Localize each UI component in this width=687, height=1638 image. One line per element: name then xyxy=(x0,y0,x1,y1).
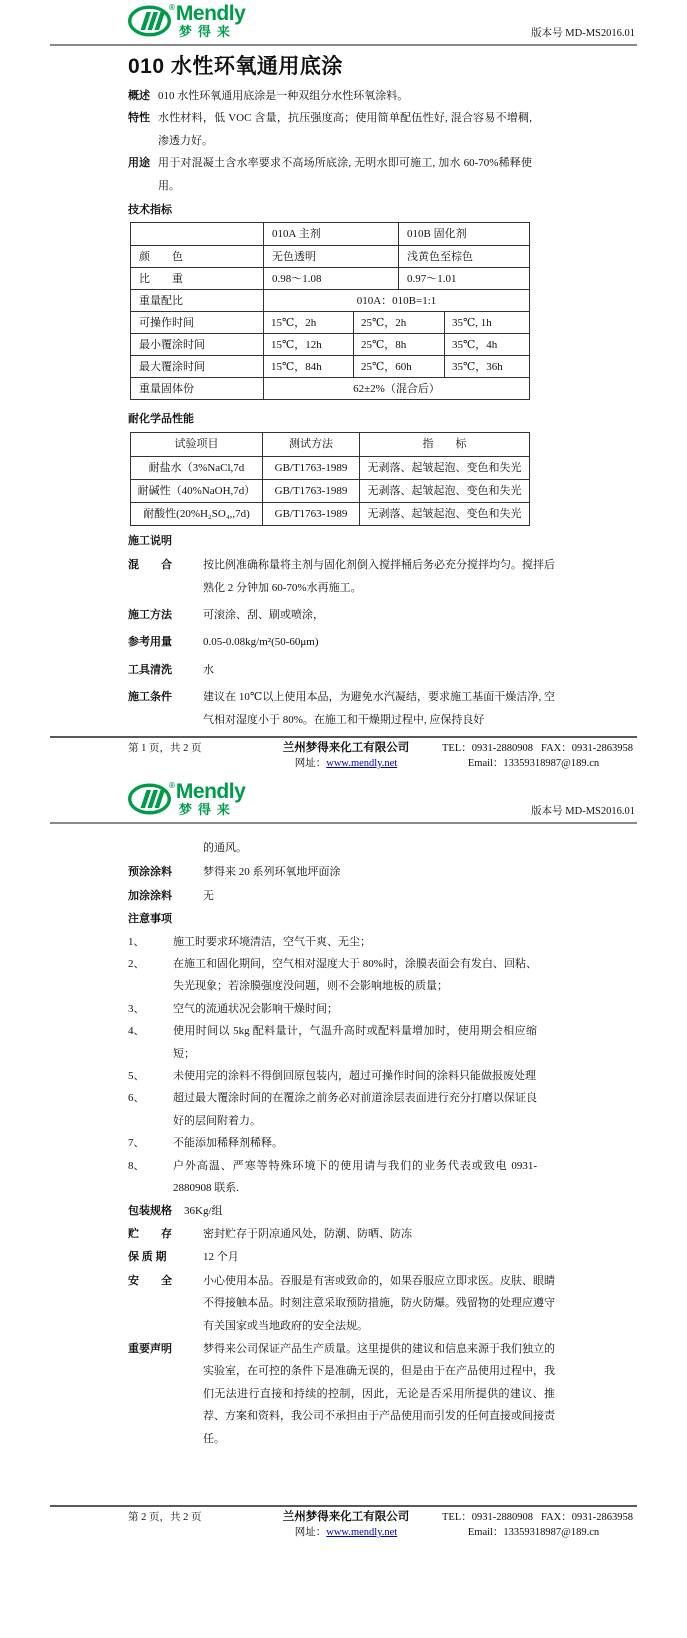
item-text: 梦得来公司保证产品生产质量。这里提供的建议和信息来源于我们独立的实验室，在可控的条件下是准确无误的，但是由于在产品使用过程中，我们无法进行直接和持续的控制，因此，无论是否采用所提供的建议、推荐、方案和资料，我公司不承担由于产品使用而引发的任何直接或间接责任。 xyxy=(203,1342,555,1445)
item-label: 参考用量 xyxy=(128,636,172,649)
note-text: 未使用完的涂料不得倒回原包装内，超过可操作时间的涂料只能做报废处理 xyxy=(173,1070,536,1083)
item-text: 无 xyxy=(203,889,214,902)
brand-name-en: Mendly xyxy=(175,780,246,803)
statement-row xyxy=(128,1338,555,1450)
table-cell: 35℃，36h xyxy=(444,356,529,377)
note-item xyxy=(128,1155,537,1200)
item-text: 36Kg/组 xyxy=(184,1204,223,1217)
table-row xyxy=(131,311,529,333)
note-item xyxy=(128,1065,537,1087)
table-cell: GB/T1763-1989 xyxy=(262,457,359,479)
item-label: 预涂涂料 xyxy=(128,866,172,879)
website-label: 网址： xyxy=(294,758,327,769)
version-label: 版本号 MD-MS2016.01 xyxy=(531,806,635,817)
tel-fax-line xyxy=(430,741,637,756)
table-cell: 0.97～1.01 xyxy=(398,268,529,289)
table-cell: 无色透明 xyxy=(263,246,398,267)
brand-text xyxy=(176,782,245,817)
table-cell: 指 标 xyxy=(359,433,529,456)
item-label: 施工方法 xyxy=(128,609,172,622)
note-text: 使用时间以 5kg 配料量计，气温升高时或配料量增加时，使用期会相应缩短； xyxy=(173,1025,537,1060)
table-cell: 010B 固化剂 xyxy=(398,223,529,245)
precoat-row xyxy=(128,861,555,883)
table-row xyxy=(131,289,529,311)
table-cell: 重量配比 xyxy=(139,294,183,307)
mendly-logo-icon xyxy=(128,3,173,39)
table-cell: 25℃，2h xyxy=(353,312,444,333)
footer-company-block xyxy=(262,741,430,771)
mendly-logo xyxy=(128,3,245,39)
continuation-text: 的通风。 xyxy=(203,842,247,854)
item-text: 按比例准确称量将主剂与固化剂倒入搅拌桶后务必充分搅拌均匀。搅拌后熟化 2 分钟加 60-70%水再施工。 xyxy=(203,559,555,594)
chem-resistance-heading: 耐化学品性能 xyxy=(128,413,194,426)
table-row xyxy=(131,456,529,479)
item-label: 工具清洗 xyxy=(128,663,172,676)
table-cell xyxy=(131,223,263,245)
brand-text xyxy=(176,4,245,39)
note-number: 8、 xyxy=(128,1159,145,1172)
mendly-logo xyxy=(128,781,245,817)
item-text: 0.05-0.08kg/m²(50-60μm) xyxy=(203,636,319,649)
table-cell: 耐碱性（40%NaOH,7d） xyxy=(137,484,256,497)
brand-name-en: Mendly xyxy=(175,2,246,25)
note-text: 空气的流通状况会影响干燥时间； xyxy=(173,1002,338,1015)
item-label: 保 质 期 xyxy=(128,1251,167,1264)
item-text: 密封贮存于阴凉通风处，防潮、防晒、防冻 xyxy=(203,1227,412,1240)
table-cell: 010A 主剂 xyxy=(263,223,398,245)
table-cell: 最大覆涂时间 xyxy=(139,360,205,373)
table-cell: 测试方法 xyxy=(262,433,359,456)
page-footer xyxy=(50,1505,637,1540)
note-item xyxy=(128,1020,537,1065)
table-cell: 35℃，4h xyxy=(444,334,529,355)
table-row xyxy=(131,502,529,525)
footer-contact-block xyxy=(430,1510,637,1540)
construction-item-dosage xyxy=(128,631,555,653)
page-2 xyxy=(0,770,687,1545)
item-label: 安 全 xyxy=(128,1274,172,1287)
safety-row xyxy=(128,1270,555,1337)
note-item xyxy=(128,1087,537,1132)
table-cell: 颜 色 xyxy=(139,250,183,263)
tech-specs-heading: 技术指标 xyxy=(128,204,172,217)
section-usage xyxy=(128,152,532,197)
note-text: 不能添加稀释剂稀释。 xyxy=(173,1137,283,1150)
company-name: 兰州梦得来化工有限公司 xyxy=(282,742,410,754)
table-cell: 35℃, 1h xyxy=(444,312,529,333)
table-cell: 可操作时间 xyxy=(139,316,194,329)
section-text: 水性材料，低 VOC 含量，抗压强度高；使用简单配伍性好, 混合容易不增稠, 渗透力好。 xyxy=(158,112,532,147)
construction-item-conditions xyxy=(128,686,555,731)
construction-item-method xyxy=(128,604,555,626)
table-row xyxy=(131,377,529,399)
table-cell: 0.98～1.08 xyxy=(263,268,398,289)
section-text: 010 水性环氧通用底涂是一种双组分水性环氧涂料。 xyxy=(158,90,409,102)
table-cell: 最小覆涂时间 xyxy=(139,338,205,351)
topcoat-row xyxy=(128,885,555,907)
packing-row xyxy=(128,1200,555,1222)
table-cell: 无剥落、起皱起泡、变色和失光 xyxy=(359,480,529,502)
section-label: 特性 xyxy=(128,112,150,125)
page-1 xyxy=(0,0,687,770)
table-row xyxy=(131,355,529,377)
table-row xyxy=(131,333,529,355)
note-text: 施工时要求环境清洁，空气干爽、无尘； xyxy=(173,935,371,948)
table-row xyxy=(131,267,529,289)
note-text: 户外高温、严寒等特殊环境下的使用请与我们的业务代表或致电 0931-2880908 联系. xyxy=(173,1159,537,1195)
fax-label: FAX：0931-2863958 xyxy=(541,1512,633,1523)
email-label: Email：13359318987@189.cn xyxy=(467,1527,600,1538)
item-text: 可滚涂、刮、刷或喷涂， xyxy=(203,609,324,622)
note-number: 2、 xyxy=(128,958,145,971)
note-number: 6、 xyxy=(128,1092,145,1105)
table-cell: 15℃，2h xyxy=(263,312,353,333)
website-label: 网址： xyxy=(294,1527,327,1538)
note-number: 5、 xyxy=(128,1070,145,1083)
footer-company-block xyxy=(262,1510,430,1540)
registered-mark: ® xyxy=(169,3,175,12)
table-cell: 无剥落、起皱起泡、变色和失光 xyxy=(359,457,529,479)
section-text: 用于对混凝土含水率要求不高场所底涂, 无明水即可施工, 加水 60-70%稀释使用。 xyxy=(158,157,532,192)
tel-label: TEL：0931-2880908 xyxy=(442,1512,533,1523)
company-name: 兰州梦得来化工有限公司 xyxy=(282,1511,410,1523)
item-label: 包装规格 xyxy=(128,1204,172,1217)
tel-fax-line xyxy=(430,1510,637,1525)
page-number: 第 1 页，共 2 页 xyxy=(128,743,202,754)
note-item xyxy=(128,1132,537,1154)
item-text: 12 个月 xyxy=(203,1251,239,1264)
construction-item-cleaning xyxy=(128,659,555,681)
section-label: 用途 xyxy=(128,157,150,170)
note-item xyxy=(128,953,537,998)
table-cell: 比 重 xyxy=(139,272,183,285)
table-cell: 25℃，60h xyxy=(353,356,444,377)
note-text: 在施工和固化期间，空气相对湿度大于 80%时，涂膜表面会有发白、回粘、失光现象；若涂膜强度没问题，则不会影响地板的质量； xyxy=(173,958,537,993)
construction-heading: 施工说明 xyxy=(128,534,172,547)
table-cell: 15℃，12h xyxy=(263,334,353,355)
product-title: 010 水性环氧通用底涂 xyxy=(128,55,343,78)
website-line xyxy=(262,1525,430,1540)
page-number: 第 2 页，共 2 页 xyxy=(128,1512,202,1523)
brand-name-cn: 梦得来 xyxy=(178,802,236,817)
item-text: 梦得来 20 系列环氧地坪面涂 xyxy=(203,866,341,879)
table-row xyxy=(131,479,529,502)
note-text: 超过最大覆涂时间的在覆涂之前务必对前道涂层表面进行充分打磨以保证良好的层间附着力。 xyxy=(173,1092,537,1127)
shelf-life-row xyxy=(128,1246,555,1268)
note-number: 4、 xyxy=(128,1025,145,1038)
item-text: 小心使用本品。吞服是有害或致命的，如果吞服应立即求医。皮肤、眼睛不得接触本品。时刻注意采取预防措施，防火防爆。残留物的处理应遵守有关国家或当地政府的安全法规。 xyxy=(203,1274,555,1332)
table-cell: 耐盐水（3%NaCl,7d xyxy=(148,461,245,474)
item-label: 加涂涂料 xyxy=(128,889,172,902)
mendly-logo-icon xyxy=(128,781,173,817)
page-header xyxy=(50,0,637,46)
item-text: 建议在 10℃以上使用本品，为避免水汽凝结，要求施工基面干燥洁净, 空气相对湿度小于 80%。在施工和干燥期过程中, 应保持良好 xyxy=(203,691,555,726)
table-cell: 浅黄色至棕色 xyxy=(398,246,529,267)
brand-name-cn: 梦得来 xyxy=(178,24,236,39)
tel-label: TEL：0931-2880908 xyxy=(442,743,533,754)
note-number: 3、 xyxy=(128,1002,145,1015)
table-header-row xyxy=(131,433,529,456)
page-footer xyxy=(50,736,637,771)
item-text: 水 xyxy=(203,663,214,676)
version-label: 版本号 MD-MS2016.01 xyxy=(531,28,635,39)
item-label: 施工条件 xyxy=(128,691,172,704)
table-cell: GB/T1763-1989 xyxy=(262,503,359,525)
registered-mark: ® xyxy=(169,781,175,790)
table-cell: 25℃，8h xyxy=(353,334,444,355)
fax-label: FAX：0931-2863958 xyxy=(541,743,633,754)
table-cell: 010A：010B=1:1 xyxy=(263,290,529,311)
email-label: Email：13359318987@189.cn xyxy=(467,758,600,769)
note-number: 7、 xyxy=(128,1137,145,1150)
footer-contact-block xyxy=(430,741,637,771)
table-cell: 15℃，84h xyxy=(263,356,353,377)
item-label: 重要声明 xyxy=(128,1342,172,1355)
note-item xyxy=(128,931,537,953)
item-label: 贮 存 xyxy=(128,1227,172,1240)
table-cell: 62±2%（混合后） xyxy=(263,378,529,399)
item-label: 混 合 xyxy=(128,559,172,572)
storage-row xyxy=(128,1223,555,1245)
table-cell: GB/T1763-1989 xyxy=(262,480,359,502)
construction-item-mixing xyxy=(128,554,555,599)
website-line xyxy=(262,756,430,771)
section-features xyxy=(128,107,532,152)
table-row xyxy=(131,245,529,267)
table-cell: 无剥落、起皱起泡、变色和失光 xyxy=(359,503,529,525)
section-overview xyxy=(128,85,532,107)
table-cell: 重量固体份 xyxy=(139,382,194,395)
table-cell: 耐酸性(20%H₂SO₄,,7d) xyxy=(143,507,250,520)
section-label: 概述 xyxy=(128,90,150,102)
chem-resistance-table xyxy=(130,432,530,526)
page-header xyxy=(50,778,637,824)
tech-specs-table xyxy=(130,222,530,400)
notes-heading: 注意事项 xyxy=(128,913,172,926)
table-row xyxy=(131,223,529,245)
note-item xyxy=(128,998,537,1020)
website-link[interactable]: www.mendly.net xyxy=(326,1527,398,1538)
table-cell: 试验项目 xyxy=(174,438,219,451)
website-link[interactable]: www.mendly.net xyxy=(326,758,398,769)
note-number: 1、 xyxy=(128,935,145,948)
